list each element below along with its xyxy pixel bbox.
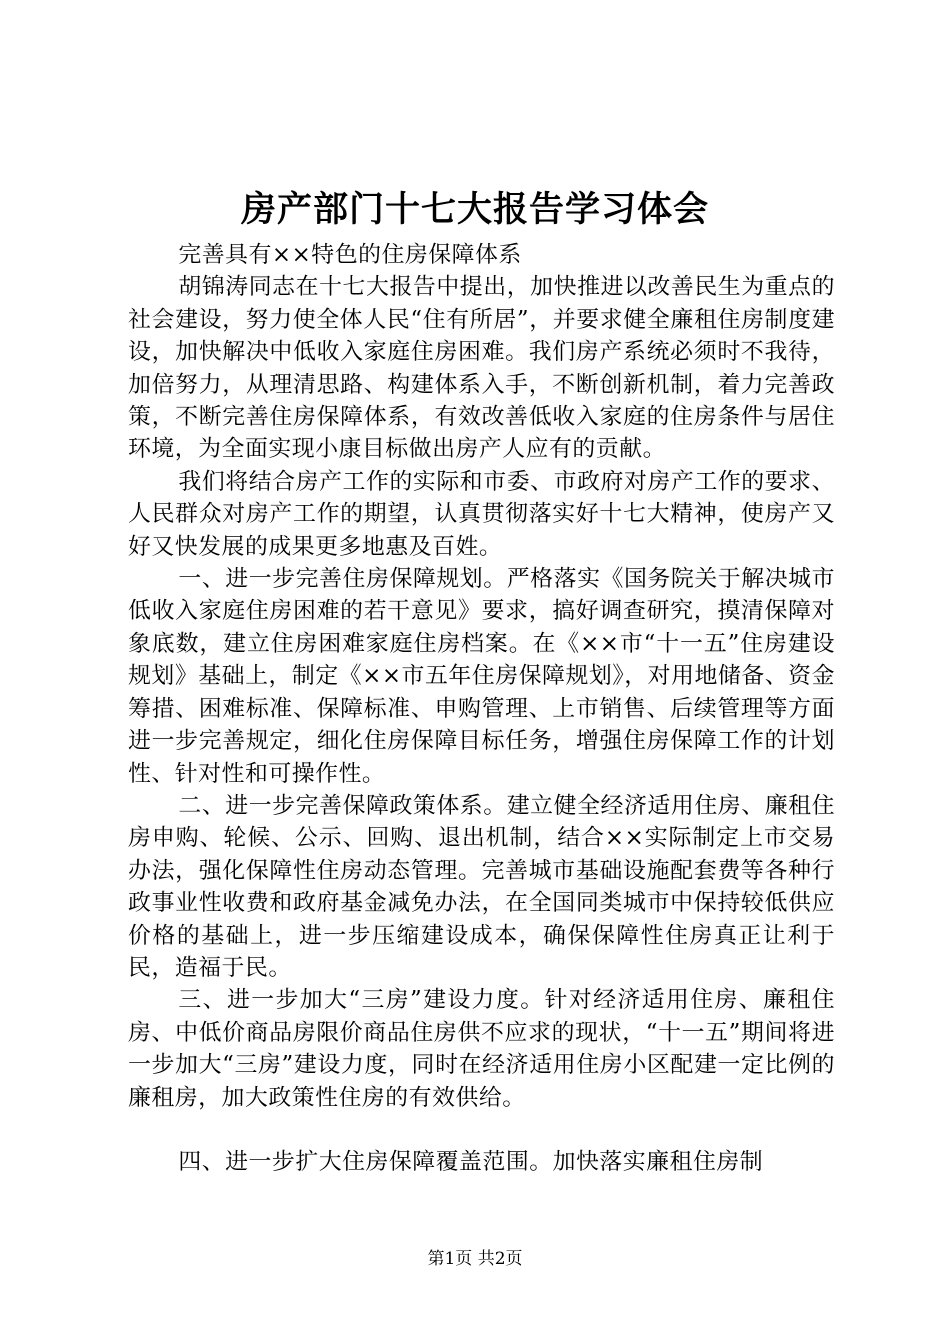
body-paragraph: 四、进一步扩大住房保障覆盖范围。加快落实廉租住房制 (178, 1148, 764, 1175)
document-body (128, 239, 835, 1178)
page-footer: 第1页 共2页 (427, 1249, 523, 1269)
body-paragraph: 二、进一步完善保障政策体系。建立健全经济适用住房、廉租住房申购、轮候、公示、回购、退出机制，结合××实际制定上市交易办法，强化保障性住房动态管理。完善城市基础设施配套费等各种行政事业性收费和政府基金减免办法，在全国同类城市中保持较低供应价格的基础上，进一步压缩建设成本，确保保障性住房真正让利于民，造福于民。 (128, 792, 835, 981)
body-paragraph: 我们将结合房产工作的实际和市委、市政府对房产工作的要求、人民群众对房产工作的期望，认真贯彻落实好十七大精神，使房产又好又快发展的成果更多地惠及百姓。 (128, 468, 835, 560)
document-title: 房产部门十七大报告学习体会 (240, 189, 709, 230)
body-paragraph: 胡锦涛同志在十七大报告中提出，加快推进以改善民生为重点的社会建设，努力使全体人民“住有所居”，并要求健全廉租住房制度建设，加快解决中低收入家庭住房困难。我们房产系统必须时不我待，加倍努力，从理清思路、构建体系入手，不断创新机制，着力完善政策，不断完善住房保障体系，有效改善低收入家庭的住房条件与居住环境，为全面实现小康目标做出房产人应有的贡献。 (128, 274, 835, 463)
body-paragraph: 三、进一步加大“三房”建设力度。针对经济适用住房、廉租住房、中低价商品房限价商品住房供不应求的现状，“十一五”期间将进一步加大“三房”建设力度，同时在经济适用住房小区配建一定比例的廉租房，加大政策性住房的有效供给。 (128, 987, 835, 1111)
subtitle-paragraph: 完善具有××特色的住房保障体系 (178, 242, 522, 268)
body-paragraph: 一、进一步完善住房保障规划。严格落实《国务院关于解决城市低收入家庭住房困难的若干意见》要求，搞好调查研究，摸清保障对象底数，建立住房困难家庭住房档案。在《××市“十一五”住房建设规划》基础上，制定《××市五年住房保障规划》，对用地储备、资金筹措、困难标准、保障标准、申购管理、上市销售、后续管理等方面进一步完善规定，细化住房保障目标任务，增强住房保障工作的计划性、针对性和可操作性。 (128, 566, 835, 787)
